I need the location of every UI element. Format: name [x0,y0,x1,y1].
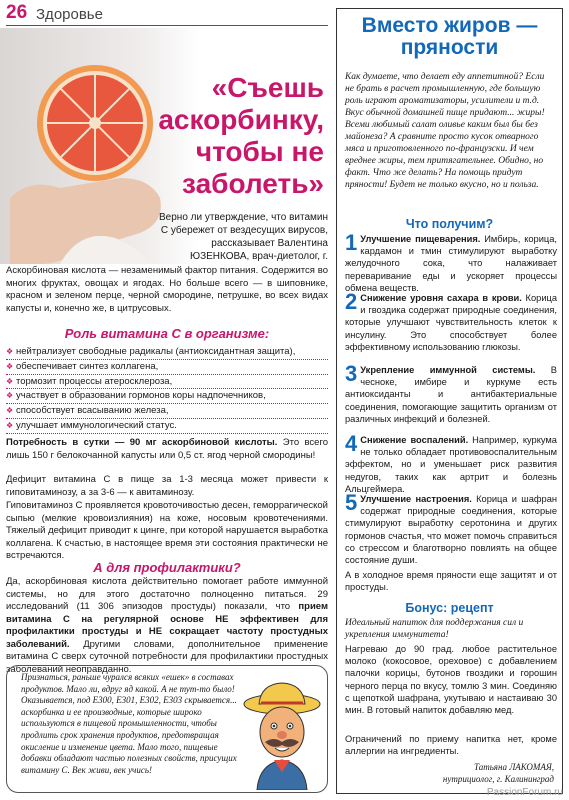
benefit-number: 5 [345,490,358,515]
prevention-text-1: Да, аскорбиновая кислота действительно помогает работе иммунной системы, но для этого достаточно полноценно питаться. 29 исследований (11 306 эпизодов простуды) показали, что [6,576,328,612]
hypovitaminosis-paragraph: Гиповитаминоз С проявляется кровоточивостью десен, геморрагической сыпью (мелкие кровоизлияния) на коже, носовым кровотечениями. Тяжелый дефицит приводит к цинге, при которой нарушается выработка коллагена. К счастью, в настоящее время эти состояния практически не встречаются. [6,500,328,561]
page-number: 26 [6,2,28,23]
daily-need-bold: Потребность в сутки — 90 мг аскорбиновой кислоты. [6,437,278,448]
benefit-number: 4 [345,431,358,456]
list-item: ❖ способствует всасыванию железа, [6,404,328,419]
cold-note: А в холодное время пряности еще защитят и от простуды. [345,570,557,593]
bonus-intro: Идеальный напиток для поддержания сил и укрепления иммунитета! [345,618,524,640]
list-item: ❖ обеспечивает синтез коллагена, [6,360,328,375]
recipe-text: Нагреваю до 90 град. любое растительное молоко (кокосовое, ореховое) с добавлением палочки корицы, бутонов гвоздики и горошин черного перца по вкусу, томлю 3 мин. Соединяю с щепоткой шафрана, укутываю и настаиваю 30 мин. В готовый напиток добавляю мед. [345,644,557,716]
prevention-bold: прием витамина С на регулярной основе НЕ эффективен для профилактики простуды и НЕ сокращает частоту простудных заболеваний. [6,601,328,650]
benefit-text: Корица и гвоздика содержат природные соединения, которые улучшают чувствительность клеток к инсулину. Это способствует более эффективному использованию глюкозы. [345,293,558,352]
benefit-title: Улучшение настроения. [360,494,472,504]
hero-illustration [0,28,330,264]
prevention-heading: А для профилактики? [93,560,241,575]
sidebar-title: Вместо жиров — пряности [361,14,538,59]
sidebar-intro: Как думаете, что делает еду аппетитной? Если не брать в расчет промышленную, где большую роль играют ароматизаторы, усилители и т.д. Вкус обычной домашней пище придают... жиры! Всеми любимый салат оливье каким был бы без майонеза? А сравните просто кусок отварного мяса и приготовленного по-французски. И чем вреднее жиры, тем притягательнее. Обидно, но факт. Что же делать? На помощь придут пряности! Будет не только вкусно, но и польза. [345,72,545,190]
benefit-item [345,289,558,353]
daily-need-paragraph [6,437,328,462]
benefit-title: Снижение воспалений. [360,435,469,445]
limits-text: Ограничений по приему напитка нет, кроме аллергии на ингредиенты. [345,734,557,757]
list-item: ❖ тормозит процессы атеросклероза, [6,375,328,390]
list-item: ❖ нейтрализует свободные радикалы (антиоксидантная защита), [6,345,328,360]
benefit-text: Корица и шафран содержат природные соединения, которые стимулируют выработку серотонина и других гормонов счастья, что может помочь справиться со стрессом и благотворно повлиять на общее состояние души. [345,494,558,566]
cartoon-man-image [241,680,323,790]
bonus-heading: Бонус: рецепт [405,601,494,615]
watermark: PassionForum.ru [486,787,563,798]
role-heading: Роль витамина С в организме: [64,326,270,341]
benefit-item [345,431,557,495]
benefit-title: Укрепление иммунной системы. [360,365,536,375]
benefit-item [345,490,558,566]
benefit-text: Например, куркума не только обладает противовоспалительным эффектом, но и уменьшает риск развития недугов, таких как артрит и болезнь Альцгеймера. [345,435,557,494]
benefit-item [345,361,557,425]
author-name: Татьяна ЛАКОМАЯ, [474,762,554,772]
article-lead: Верно ли утверждение, что витамин С убережет от вездесущих вирусов, рассказывает Валентина ЮЗЕНКОВА, врач-диетолог, г. [159,212,328,262]
benefit-number: 1 [345,230,358,255]
benefit-text: Имбирь, корица, кардамон и тмин стимулируют выработку желудочного сока, что налаживает переваривание еды и ускоряет процессы обмена веществ. [345,234,557,293]
sidebar-box [336,8,563,794]
quote-text: Признаться, раньше чурался всяких «ешек» в составах продуктов. Мало ли, вдруг яд какой. А не тут-то было! Оказывается, под Е300, Е301, Е302, Е303 скрывается... аскорбинка и ее производные, которые широко используются в пищевой промышленности, чтобы продлить срок хранения продуктов, предотвращая окисление и изменение цвета. Мало того, пищевые добавки обладают частью полезных свойств, присущих витамину С. Век живи, век учись! [21,672,237,775]
list-item: ❖ участвует в образовании гормонов коры надпочечников, [6,389,328,404]
author-role: нутрициолог, г. Калининград [442,774,554,784]
quote-box [6,665,328,793]
daily-need-text: Это всего лишь 150 г белокочанной капусты или 0,5 ст. ягод черной смородины! [6,437,328,461]
benefit-item [345,230,557,294]
benefit-title: Снижение уровня сахара в крови. [360,293,522,303]
article-title: «Съешь аскорбинку, чтобы не заболеть» [158,72,324,199]
role-list [6,345,328,434]
benefit-number: 2 [345,289,358,314]
benefit-text: В чесноке, имбире и куркуме есть антиоксиданты и антибактериальные соединения, помогающие защитить организм от различных инфекций и болезней. [345,365,557,424]
list-item: ❖ улучшает иммунологический статус. [6,419,328,434]
benefit-number: 3 [345,361,358,386]
intro-paragraph: Аскорбиновая кислота — незаменимый фактор питания. Содержится во многих фруктах, овощах и ягодах. Но больше всего — в шиповнике, красном и зеленом перце, черной смородине, петрушке, во всех видах капусты и, конечно же, в цитрусовых. [6,265,328,314]
section-name: Здоровье [36,6,103,23]
benefit-title: Улучшение пищеварения. [360,234,481,244]
prevention-paragraph [6,576,328,676]
deficit-paragraph: Дефицит витамина С в пище за 1-3 месяца может привести к гиповитаминозу, а за 3-6 — к авитаминозу. [6,474,328,498]
prevention-text-2: Другими словами, дополнительное применение витамина С сверх суточной потребности для профилактики простудных заболеваний неоправданно. [6,638,328,675]
page-header [0,0,330,26]
header-rule [6,25,328,26]
benefits-heading: Что получим? [405,217,494,231]
